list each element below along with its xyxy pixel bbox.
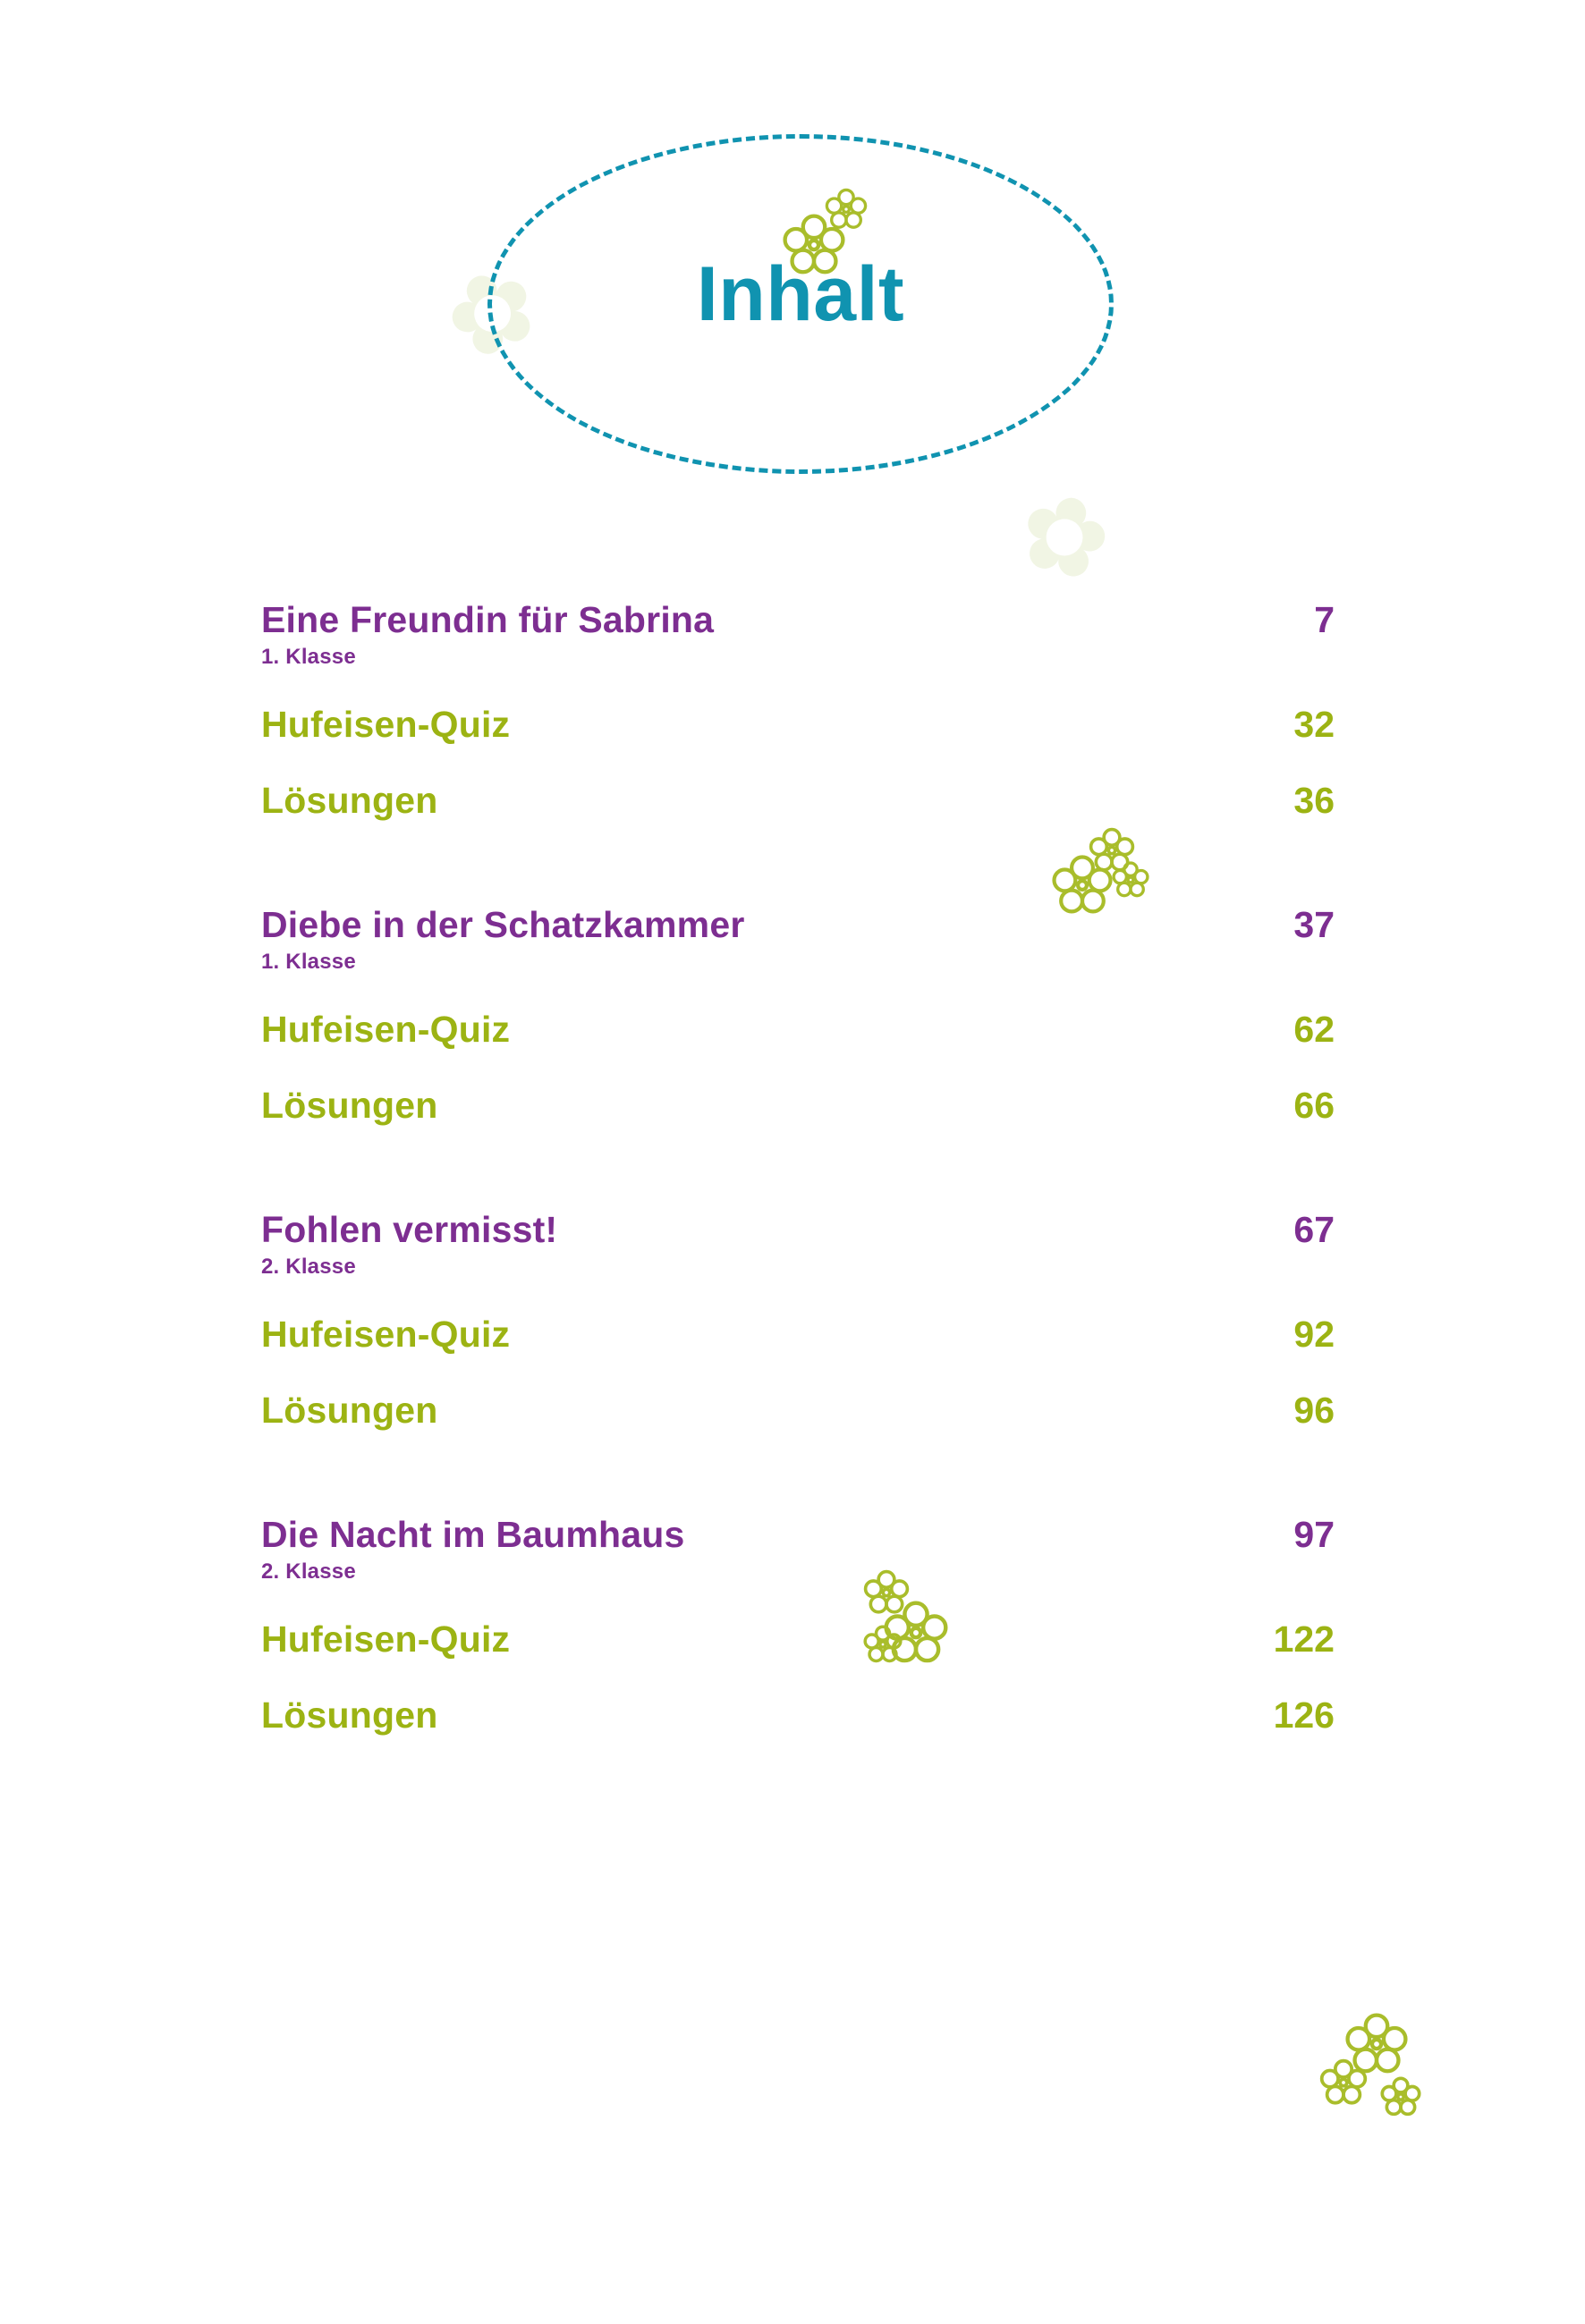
toc-subentry-row[interactable] (261, 1390, 1335, 1432)
toc-subentry-title: Hufeisen-Quiz (261, 1009, 511, 1050)
toc-story-klasse: 1. Klasse (261, 950, 356, 974)
toc-subentry-row[interactable] (261, 1085, 1335, 1127)
flower-cluster-top (769, 188, 886, 286)
toc-subentry-title: Lösungen (261, 1694, 438, 1736)
swirl-ornament-icon: ✿ (1005, 467, 1124, 606)
toc-subentry-title: Lösungen (261, 1085, 438, 1126)
toc-subentry-page: 122 (1273, 1618, 1335, 1660)
toc-subentry-page: 32 (1293, 704, 1335, 745)
toc-subentry-row[interactable] (261, 1314, 1335, 1356)
toc-subentry-title: Lösungen (261, 780, 438, 821)
toc-story-row[interactable] (261, 1514, 1335, 1556)
toc-story-page: 37 (1293, 904, 1335, 945)
toc-subentry-row[interactable] (261, 1618, 1335, 1661)
toc-story-row[interactable] (261, 599, 1335, 641)
toc-story-page: 97 (1293, 1514, 1335, 1555)
toc-group (261, 1209, 1335, 1432)
toc-subentry-title: Lösungen (261, 1390, 438, 1431)
table-of-contents (261, 599, 1335, 1737)
toc-subentry-page: 92 (1293, 1314, 1335, 1355)
flower-cluster-bottom-right (1319, 2012, 1445, 2128)
toc-subentry-page: 66 (1293, 1085, 1335, 1126)
toc-subentry-row[interactable] (261, 1694, 1335, 1737)
toc-subentry-page: 36 (1293, 780, 1335, 821)
toc-subentry-row[interactable] (261, 704, 1335, 746)
toc-story-title: Eine Freundin für Sabrina (261, 599, 715, 640)
flower-icon (1319, 2058, 1368, 2107)
toc-subentry-row[interactable] (261, 1009, 1335, 1051)
toc-story-title: Fohlen vermisst! (261, 1209, 558, 1250)
toc-subentry-row[interactable] (261, 780, 1335, 822)
toc-story-page: 67 (1293, 1209, 1335, 1250)
title-block (0, 107, 1585, 606)
flower-icon (825, 188, 868, 231)
page-title: Inhalt (696, 251, 905, 337)
toc-story-klasse: 2. Klasse (261, 1255, 356, 1279)
toc-story-page: 7 (1314, 599, 1335, 640)
toc-subentry-page: 126 (1273, 1694, 1335, 1736)
toc-group (261, 1514, 1335, 1737)
toc-story-klasse: 2. Klasse (261, 1559, 356, 1584)
flower-icon (1380, 2076, 1421, 2117)
toc-story-row[interactable] (261, 904, 1335, 946)
toc-story-title: Diebe in der Schatzkammer (261, 904, 745, 945)
toc-group (261, 599, 1335, 822)
toc-subentry-page: 62 (1293, 1009, 1335, 1050)
toc-story-title: Die Nacht im Baumhaus (261, 1514, 685, 1555)
toc-story-klasse: 1. Klasse (261, 645, 356, 669)
swirl-ornament-icon: ✿ (426, 240, 559, 386)
toc-subentry-title: Hufeisen-Quiz (261, 704, 511, 745)
toc-group (261, 904, 1335, 1127)
toc-subentry-page: 96 (1293, 1390, 1335, 1431)
toc-subentry-title: Hufeisen-Quiz (261, 1618, 511, 1660)
toc-story-row[interactable] (261, 1209, 1335, 1251)
toc-subentry-title: Hufeisen-Quiz (261, 1314, 511, 1355)
